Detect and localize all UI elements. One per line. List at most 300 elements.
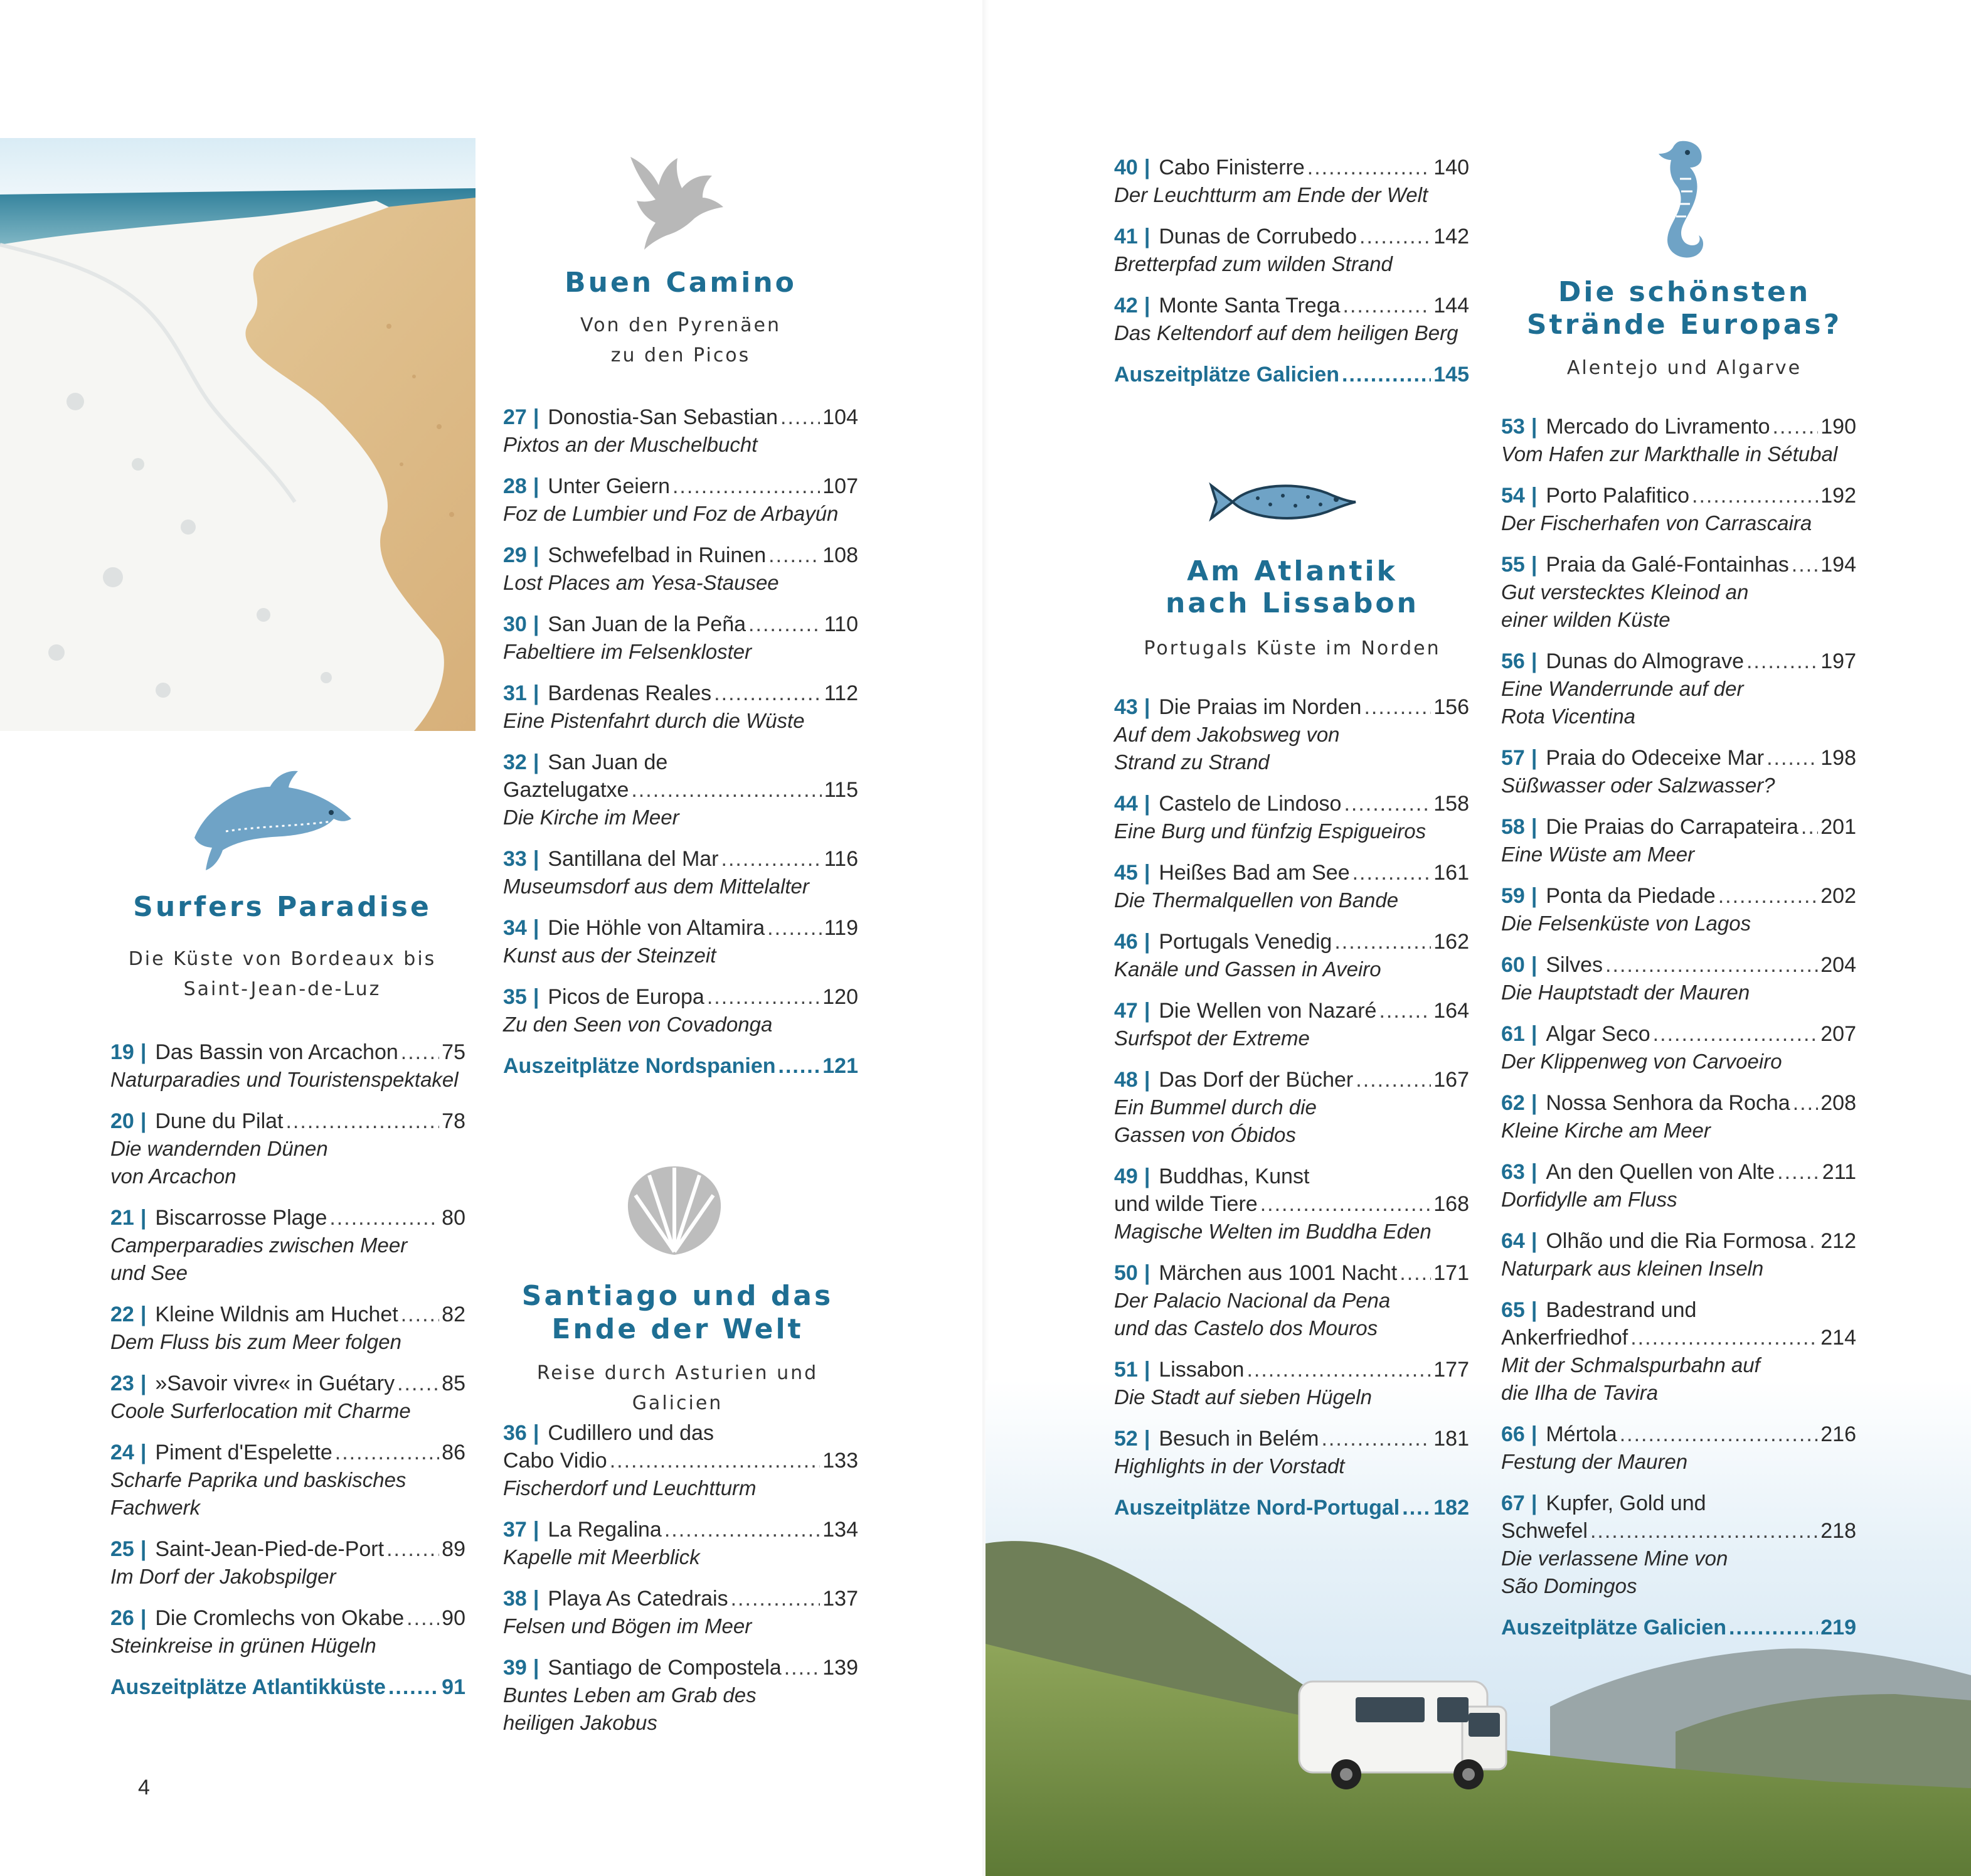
dot-leader: [1653, 1020, 1819, 1048]
toc-entry-line: [1501, 1324, 1856, 1351]
toc-entry[interactable]: [110, 1204, 465, 1287]
dot-leader: [1718, 882, 1819, 910]
entry-subtitle: die Ilha de Tavira: [1501, 1381, 1659, 1404]
entry-page-number: 161: [1433, 861, 1469, 885]
toc-entry[interactable]: [503, 541, 858, 597]
toc-entry[interactable]: [503, 403, 858, 459]
toc-column-2a: [503, 403, 858, 1094]
toc-entry[interactable]: [1114, 1259, 1469, 1342]
entry-number: 44: [1114, 792, 1138, 816]
toc-section-line: [110, 1673, 465, 1701]
chapter-subtitle-camino-1: Von den Pyrenäen: [580, 314, 781, 336]
entry-title: Playa As Catedrais: [548, 1587, 728, 1611]
toc-entry-line: [1501, 1158, 1856, 1186]
toc-column-3b: [1114, 693, 1469, 1535]
entry-subtitle: Der Fischerhafen von Carrascaira: [1501, 511, 1812, 535]
toc-section-entry[interactable]: [503, 1052, 858, 1080]
dot-leader: [1773, 413, 1819, 440]
entry-page-number: 115: [824, 778, 858, 802]
entry-page-number: 156: [1433, 695, 1469, 719]
chapter-subtitle-santiago: Reise durch Asturien und Galicien: [536, 1362, 819, 1414]
entry-subtitle: heiligen Jakobus: [503, 1711, 657, 1734]
entry-subtitle: von Arcachon: [110, 1165, 236, 1188]
entry-subtitle: Lost Places am Yesa-Stausee: [503, 571, 779, 594]
entry-separator: |: [1144, 1261, 1150, 1285]
entry-title: Nossa Senhora da Rocha: [1546, 1091, 1790, 1115]
toc-entry-line: [503, 1585, 858, 1612]
dot-leader: [1344, 790, 1431, 818]
dot-leader: [386, 1535, 439, 1563]
toc-entry[interactable]: [110, 1604, 465, 1660]
entry-page-number: 112: [824, 681, 858, 705]
entry-number: 62: [1501, 1091, 1525, 1115]
dot-leader: [672, 472, 820, 500]
entry-separator: |: [1144, 1068, 1150, 1092]
entry-page-number: 192: [1820, 484, 1856, 508]
entry-subtitle: Kunst aus der Steinzeit: [503, 944, 716, 967]
entry-separator: |: [1531, 953, 1538, 977]
entry-title: An den Quellen von Alte: [1546, 1160, 1775, 1184]
toc-entry[interactable]: [1501, 882, 1856, 937]
toc-entry[interactable]: [1114, 790, 1469, 845]
entry-number: 23: [110, 1372, 134, 1395]
entry-subtitle: Die Felsenküste von Lagos: [1501, 912, 1751, 935]
toc-entry[interactable]: [1501, 1227, 1856, 1282]
toc-entry-line: [1114, 1163, 1469, 1190]
entry-title: Praia da Galé-Fontainhas: [1546, 553, 1789, 577]
entry-separator: |: [533, 1421, 539, 1445]
entry-separator: |: [533, 681, 539, 705]
entry-number: 25: [110, 1537, 134, 1561]
entry-subtitle: Museumsdorf aus dem Mittelalter: [503, 875, 809, 898]
entry-separator: |: [1144, 930, 1150, 954]
entry-page-number: 198: [1820, 746, 1856, 770]
entry-number: 24: [110, 1441, 134, 1464]
entry-page-number: 164: [1433, 999, 1469, 1023]
entry-separator: |: [1144, 225, 1150, 248]
entry-title: San Juan de la Peña: [548, 612, 746, 636]
entry-separator: |: [140, 1040, 147, 1064]
entry-title: Die Praias do Carrapateira: [1546, 815, 1798, 839]
fish-icon: [1208, 477, 1358, 527]
entry-subtitle: Auf dem Jakobsweg von: [1114, 723, 1340, 746]
toc-entry[interactable]: [1114, 1066, 1469, 1149]
dot-leader: [631, 776, 821, 804]
entry-separator: |: [533, 1518, 539, 1542]
toc-section-entry[interactable]: [1114, 1494, 1469, 1522]
entry-separator: |: [140, 1206, 147, 1230]
dot-leader: [748, 610, 822, 638]
toc-entry[interactable]: [110, 1439, 465, 1522]
toc-entry-line: [1501, 1517, 1856, 1545]
entry-number: 27: [503, 405, 527, 429]
entry-title: Cabo Finisterre: [1159, 156, 1305, 179]
entry-separator: |: [1144, 695, 1150, 719]
toc-section-entry[interactable]: [1114, 361, 1469, 388]
dot-leader: [285, 1107, 439, 1135]
entry-title: Die Höhle von Altamira: [548, 916, 765, 940]
entry-title: Unter Geiern: [548, 474, 670, 498]
entry-subtitle: Camperparadies zwischen Meer: [110, 1234, 408, 1257]
entry-subtitle: Die Stadt auf sieben Hügeln: [1114, 1385, 1372, 1409]
entry-subtitle: Die Kirche im Meer: [503, 806, 679, 829]
entry-separator: |: [1144, 156, 1150, 179]
toc-entry[interactable]: [503, 1585, 858, 1640]
entry-number: 54: [1501, 484, 1525, 508]
toc-entry-line: [1114, 292, 1469, 319]
dot-leader: [406, 1604, 439, 1632]
toc-entry-line: [503, 914, 858, 942]
toc-entry-line: [1114, 693, 1469, 721]
entry-title: Schwefelbad in Ruinen: [548, 543, 767, 567]
entry-title: San Juan de: [548, 750, 668, 774]
eagle-icon: [618, 144, 731, 251]
toc-entry[interactable]: [1501, 813, 1856, 868]
dot-leader: [1766, 744, 1818, 772]
entry-separator: |: [1144, 999, 1150, 1023]
toc-entry[interactable]: [1114, 1356, 1469, 1411]
entry-number: 33: [503, 847, 527, 871]
entry-subtitle: Süßwasser oder Salzwasser?: [1501, 774, 1775, 797]
toc-entry[interactable]: [1501, 1490, 1856, 1600]
entry-number: 53: [1501, 415, 1525, 439]
entry-subtitle: Eine Burg und fünfzig Espigueiros: [1114, 819, 1426, 843]
chapter-title-atlantik-2: nach Lissabon: [1166, 587, 1419, 619]
toc-section-line: [503, 1052, 858, 1080]
dot-leader: [1379, 997, 1431, 1025]
entry-subtitle: Der Palacio Nacional da Pena: [1114, 1289, 1391, 1312]
section-title: Auszeitplätze Atlantikküste: [110, 1675, 386, 1699]
toc-entry-line: [1114, 1425, 1469, 1452]
entry-number: 34: [503, 916, 527, 940]
dot-leader: [1402, 1494, 1431, 1522]
toc-entry-line: [503, 1447, 858, 1474]
entry-separator: |: [533, 543, 539, 567]
entry-page-number: 144: [1433, 294, 1469, 317]
entry-title-continued: und wilde Tiere: [1114, 1192, 1258, 1216]
entry-number: 67: [1501, 1491, 1525, 1515]
toc-entry[interactable]: [1501, 744, 1856, 799]
entry-number: 61: [1501, 1022, 1525, 1046]
dot-leader: [329, 1204, 439, 1232]
entry-number: 41: [1114, 225, 1138, 248]
entry-page-number: 211: [1822, 1160, 1856, 1184]
toc-section-line: [1501, 1614, 1856, 1641]
section-page-number: 182: [1433, 1496, 1469, 1520]
toc-entry[interactable]: [110, 1370, 465, 1425]
entry-separator: |: [1531, 746, 1538, 770]
entry-separator: |: [1144, 294, 1150, 317]
entry-subtitle: Zu den Seen von Covadonga: [503, 1013, 773, 1036]
toc-entry[interactable]: [1501, 413, 1856, 468]
entry-separator: |: [140, 1606, 147, 1630]
entry-separator: |: [1531, 553, 1538, 577]
dot-leader: [1356, 1066, 1431, 1094]
entry-number: 57: [1501, 746, 1525, 770]
entry-separator: |: [533, 916, 539, 940]
toc-entry-line: [110, 1370, 465, 1397]
dot-leader: [1342, 361, 1431, 388]
entry-number: 66: [1501, 1422, 1525, 1446]
toc-section-line: [1114, 361, 1469, 388]
entry-title: Portugals Venedig: [1159, 930, 1332, 954]
toc-entry[interactable]: [110, 1535, 465, 1591]
entry-title: Ponta da Piedade: [1546, 884, 1716, 908]
entry-subtitle: Surfspot der Extreme: [1114, 1026, 1310, 1050]
toc-entry[interactable]: [1114, 928, 1469, 983]
entry-number: 58: [1501, 815, 1525, 839]
toc-entry[interactable]: [503, 749, 858, 831]
toc-column-2b: [503, 1419, 858, 1751]
beach-photo: [0, 138, 475, 731]
dot-leader: [610, 1447, 821, 1474]
entry-number: 20: [110, 1109, 134, 1133]
entry-subtitle: Bretterpfad zum wilden Strand: [1114, 252, 1393, 275]
toc-entry-line: [1501, 882, 1856, 910]
entry-subtitle: Pixtos an der Muschelbucht: [503, 433, 758, 456]
entry-subtitle: São Domingos: [1501, 1574, 1637, 1597]
entry-page-number: 80: [442, 1206, 465, 1230]
entry-number: 37: [503, 1518, 527, 1542]
toc-entry[interactable]: [110, 1301, 465, 1356]
entry-separator: |: [140, 1441, 147, 1464]
entry-subtitle: Fischerdorf und Leuchtturm: [503, 1476, 757, 1500]
entry-separator: |: [1531, 1229, 1538, 1253]
toc-entry[interactable]: [1501, 551, 1856, 634]
entry-subtitle: Die Thermalquellen von Bande: [1114, 888, 1399, 912]
entry-subtitle: Festung der Mauren: [1501, 1450, 1688, 1473]
dot-leader: [1260, 1190, 1432, 1218]
entry-page-number: 190: [1820, 415, 1856, 439]
entry-subtitle: Fachwerk: [110, 1496, 201, 1519]
entry-page-number: 86: [442, 1441, 465, 1464]
toc-entry[interactable]: [1501, 1089, 1856, 1144]
entry-number: 29: [503, 543, 527, 567]
entry-page-number: 82: [442, 1303, 465, 1326]
entry-page-number: 133: [822, 1449, 858, 1473]
entry-title: Algar Seco: [1546, 1022, 1650, 1046]
entry-title: Buddhas, Kunst: [1159, 1165, 1310, 1188]
entry-title: Badestrand und: [1546, 1298, 1697, 1322]
toc-entry[interactable]: [503, 610, 858, 666]
entry-separator: |: [1531, 1491, 1538, 1515]
entry-subtitle: Dorfidylle am Fluss: [1501, 1188, 1677, 1211]
dot-leader: [767, 914, 822, 942]
toc-entry-line: [503, 1516, 858, 1543]
toc-entry[interactable]: [1501, 648, 1856, 730]
toc-entry[interactable]: [1114, 997, 1469, 1052]
toc-entry[interactable]: [503, 680, 858, 735]
entry-page-number: 177: [1433, 1358, 1469, 1382]
toc-entry[interactable]: [503, 845, 858, 900]
entry-title: Dune du Pilat: [155, 1109, 284, 1133]
toc-entry[interactable]: [1114, 292, 1469, 347]
entry-separator: |: [140, 1537, 147, 1561]
toc-entry[interactable]: [1501, 482, 1856, 537]
entry-title: Das Bassin von Arcachon: [155, 1040, 398, 1064]
entry-page-number: 171: [1433, 1261, 1469, 1285]
toc-section-line: [1114, 1494, 1469, 1522]
chapter-title-camino: Buen Camino: [565, 267, 797, 299]
entry-separator: |: [140, 1303, 147, 1326]
toc-entry[interactable]: [1501, 951, 1856, 1006]
entry-number: 43: [1114, 695, 1138, 719]
toc-entry[interactable]: [503, 983, 858, 1038]
toc-entry-line: [503, 1419, 858, 1447]
entry-number: 52: [1114, 1427, 1138, 1451]
entry-subtitle: Scharfe Paprika und baskisches: [110, 1468, 406, 1491]
entry-title: Biscarrosse Plage: [155, 1206, 327, 1230]
toc-entry[interactable]: [1501, 1296, 1856, 1407]
toc-entry-line: [110, 1439, 465, 1466]
entry-separator: |: [533, 612, 539, 636]
toc-entry-line: [503, 541, 858, 569]
toc-entry-line: [110, 1535, 465, 1563]
entry-number: 22: [110, 1303, 134, 1326]
entry-separator: |: [140, 1372, 147, 1395]
entry-subtitle: Der Klippenweg von Carvoeiro: [1501, 1050, 1782, 1073]
entry-number: 46: [1114, 930, 1138, 954]
entry-separator: |: [533, 750, 539, 774]
toc-entry[interactable]: [1114, 859, 1469, 914]
entry-title: Die Cromlechs von Okabe: [155, 1606, 405, 1630]
entry-title: Heißes Bad am See: [1159, 861, 1350, 885]
toc-entry[interactable]: [503, 1419, 858, 1502]
toc-entry[interactable]: [503, 1654, 858, 1737]
toc-entry-line: [1501, 951, 1856, 979]
entry-subtitle: Ein Bummel durch die: [1114, 1095, 1317, 1119]
dot-leader: [1359, 223, 1431, 250]
chapter-subtitle-surfers-2: Saint-Jean-de-Luz: [183, 978, 381, 1000]
toc-entry-line: [1114, 1066, 1469, 1094]
entry-page-number: 216: [1820, 1422, 1856, 1446]
toc-entry-line: [110, 1604, 465, 1632]
toc-column-1: [110, 1038, 465, 1715]
entry-title: Märchen aus 1001 Nacht: [1159, 1261, 1398, 1285]
toc-entry-line: [110, 1301, 465, 1328]
entry-number: 31: [503, 681, 527, 705]
entry-page-number: 104: [822, 405, 858, 429]
entry-title: La Regalina: [548, 1518, 662, 1542]
toc-entry-line: [110, 1204, 465, 1232]
dot-leader: [1792, 551, 1818, 578]
toc-entry[interactable]: [1501, 1158, 1856, 1213]
toc-entry[interactable]: [1501, 1020, 1856, 1075]
dot-leader: [721, 845, 822, 873]
toc-entry-line: [503, 776, 858, 804]
toc-entry-line: [503, 680, 858, 707]
entry-number: 55: [1501, 553, 1525, 577]
entry-page-number: 85: [442, 1372, 465, 1395]
entry-subtitle: Buntes Leben am Grab des: [503, 1683, 757, 1707]
entry-page-number: 167: [1433, 1068, 1469, 1092]
toc-entry[interactable]: [1114, 223, 1469, 278]
page-number: 4: [138, 1776, 150, 1799]
entry-subtitle: Kleine Kirche am Meer: [1501, 1119, 1711, 1142]
entry-number: 63: [1501, 1160, 1525, 1184]
toc-entry[interactable]: [503, 1516, 858, 1571]
entry-subtitle: Coole Surferlocation mit Charme: [110, 1399, 411, 1422]
entry-title: Das Dorf der Bücher: [1159, 1068, 1354, 1092]
toc-entry[interactable]: [110, 1107, 465, 1190]
toc-entry-line: [503, 403, 858, 431]
toc-entry-line: [1114, 154, 1469, 181]
toc-entry-line: [1501, 1296, 1856, 1324]
entry-separator: |: [1144, 1165, 1150, 1188]
entry-number: 64: [1501, 1229, 1525, 1253]
dot-leader: [401, 1301, 439, 1328]
entry-subtitle: Felsen und Bögen im Meer: [503, 1614, 752, 1638]
entry-title: Olhão und die Ria Formosa: [1546, 1229, 1807, 1253]
toc-entry[interactable]: [1501, 1420, 1856, 1476]
dot-leader: [335, 1439, 439, 1466]
toc-entry[interactable]: [110, 1038, 465, 1094]
entry-page-number: 90: [442, 1606, 465, 1630]
entry-separator: |: [1531, 415, 1538, 439]
toc-entry-line: [1114, 1259, 1469, 1287]
dot-leader: [1246, 1356, 1431, 1383]
toc-entry[interactable]: [1114, 1425, 1469, 1480]
entry-number: 36: [503, 1421, 527, 1445]
entry-separator: |: [1531, 1422, 1538, 1446]
toc-entry[interactable]: [1114, 1163, 1469, 1245]
section-page-number: 219: [1820, 1616, 1856, 1639]
toc-entry[interactable]: [1114, 154, 1469, 209]
entry-subtitle: Die wandernden Dünen: [110, 1137, 328, 1160]
section-title: Auszeitplätze Galicien: [1501, 1616, 1726, 1639]
entry-number: 51: [1114, 1358, 1138, 1382]
entry-page-number: 207: [1820, 1022, 1856, 1046]
dolphin-icon: [188, 769, 358, 872]
entry-number: 30: [503, 612, 527, 636]
entry-number: 40: [1114, 156, 1138, 179]
toc-entry-line: [1114, 997, 1469, 1025]
entry-page-number: 197: [1820, 649, 1856, 673]
toc-entry-line: [110, 1038, 465, 1066]
dot-leader: [1343, 292, 1432, 319]
entry-separator: |: [1531, 1091, 1538, 1115]
entry-page-number: 218: [1820, 1519, 1856, 1543]
toc-entry-line: [1501, 1420, 1856, 1448]
entry-separator: |: [1531, 1160, 1538, 1184]
entry-subtitle: Gut verstecktes Kleinod an: [1501, 580, 1749, 604]
dot-leader: [778, 1052, 821, 1080]
toc-entry-line: [503, 472, 858, 500]
dot-leader: [1321, 1425, 1431, 1452]
entry-number: 42: [1114, 294, 1138, 317]
entry-page-number: 78: [442, 1109, 465, 1133]
entry-separator: |: [1144, 792, 1150, 816]
toc-entry[interactable]: [503, 472, 858, 528]
chapter-title-santiago-1: Santiago und das: [521, 1280, 834, 1312]
entry-title: Praia do Odeceixe Mar: [1546, 746, 1765, 770]
dot-leader: [1630, 1324, 1818, 1351]
entry-title: Lissabon: [1159, 1358, 1245, 1382]
toc-entry[interactable]: [1114, 693, 1469, 776]
toc-entry-line: [503, 845, 858, 873]
toc-section-entry[interactable]: [1501, 1614, 1856, 1641]
toc-section-entry[interactable]: [110, 1673, 465, 1701]
entry-page-number: 140: [1433, 156, 1469, 179]
entry-page-number: 110: [824, 612, 858, 636]
entry-title-continued: Schwefel: [1501, 1519, 1588, 1543]
chapter-subtitle-straende: Alentejo und Algarve: [1566, 357, 1802, 379]
entry-subtitle: Kanäle und Gassen in Aveiro: [1114, 957, 1381, 981]
entry-number: 19: [110, 1040, 134, 1064]
entry-subtitle: und See: [110, 1261, 188, 1284]
dot-leader: [1620, 1420, 1819, 1448]
toc-entry[interactable]: [503, 914, 858, 969]
